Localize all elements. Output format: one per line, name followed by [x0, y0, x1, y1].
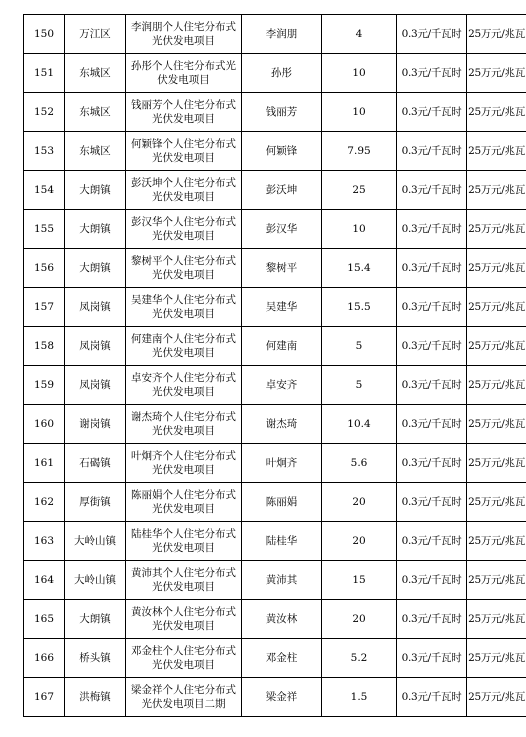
owner-cell: 梁金祥 [242, 678, 322, 717]
subsidy-cell: 25万元/兆瓦 [467, 210, 526, 249]
capacity-cell: 5 [322, 366, 397, 405]
price-cell: 0.3元/千瓦时 [397, 678, 467, 717]
owner-cell: 彭汉华 [242, 210, 322, 249]
table-row [24, 639, 526, 678]
capacity-cell: 10 [322, 93, 397, 132]
owner-cell: 李润朋 [242, 15, 322, 54]
row-number: 163 [24, 522, 65, 561]
owner-cell: 邓金柱 [242, 639, 322, 678]
price-cell: 0.3元/千瓦时 [397, 483, 467, 522]
table-row [24, 678, 526, 717]
capacity-cell: 20 [322, 483, 397, 522]
capacity-cell: 20 [322, 522, 397, 561]
row-number: 167 [24, 678, 65, 717]
table-row [24, 15, 526, 54]
owner-cell: 陆桂华 [242, 522, 322, 561]
subsidy-cell: 25万元/兆瓦 [467, 288, 526, 327]
row-number: 156 [24, 249, 65, 288]
project-name-cell: 何建南个人住宅分布式光伏发电项目 [126, 327, 242, 366]
row-number: 161 [24, 444, 65, 483]
subsidy-cell: 25万元/兆瓦 [467, 93, 526, 132]
table-row [24, 288, 526, 327]
price-cell: 0.3元/千瓦时 [397, 171, 467, 210]
project-name-cell: 钱丽芳个人住宅分布式光伏发电项目 [126, 93, 242, 132]
project-name-cell: 邓金柱个人住宅分布式光伏发电项目 [126, 639, 242, 678]
town-cell: 大朗镇 [65, 210, 126, 249]
table-row [24, 444, 526, 483]
town-cell: 东城区 [65, 132, 126, 171]
project-name-cell: 彭沃坤个人住宅分布式光伏发电项目 [126, 171, 242, 210]
table-row [24, 132, 526, 171]
row-number: 155 [24, 210, 65, 249]
capacity-cell: 10 [322, 54, 397, 93]
price-cell: 0.3元/千瓦时 [397, 210, 467, 249]
capacity-cell: 10.4 [322, 405, 397, 444]
subsidy-cell: 25万元/兆瓦 [467, 405, 526, 444]
subsidy-cell: 25万元/兆瓦 [467, 327, 526, 366]
town-cell: 大朗镇 [65, 600, 126, 639]
owner-cell: 何建南 [242, 327, 322, 366]
capacity-cell: 10 [322, 210, 397, 249]
capacity-cell: 5.6 [322, 444, 397, 483]
owner-cell: 陈丽娟 [242, 483, 322, 522]
project-name-cell: 陆桂华个人住宅分布式光伏发电项目 [126, 522, 242, 561]
project-name-cell: 黄沛其个人住宅分布式光伏发电项目 [126, 561, 242, 600]
price-cell: 0.3元/千瓦时 [397, 639, 467, 678]
price-cell: 0.3元/千瓦时 [397, 366, 467, 405]
subsidy-cell: 25万元/兆瓦 [467, 171, 526, 210]
town-cell: 万江区 [65, 15, 126, 54]
price-cell: 0.3元/千瓦时 [397, 327, 467, 366]
owner-cell: 彭沃坤 [242, 171, 322, 210]
row-number: 157 [24, 288, 65, 327]
price-cell: 0.3元/千瓦时 [397, 561, 467, 600]
project-name-cell: 黄汝林个人住宅分布式光伏发电项目 [126, 600, 242, 639]
capacity-cell: 15.5 [322, 288, 397, 327]
row-number: 153 [24, 132, 65, 171]
town-cell: 大岭山镇 [65, 522, 126, 561]
town-cell: 东城区 [65, 54, 126, 93]
capacity-cell: 5 [322, 327, 397, 366]
owner-cell: 黄沛其 [242, 561, 322, 600]
town-cell: 大朗镇 [65, 249, 126, 288]
owner-cell: 孙彤 [242, 54, 322, 93]
project-name-cell: 李润朋个人住宅分布式光伏发电项目 [126, 15, 242, 54]
subsidy-cell: 25万元/兆瓦 [467, 444, 526, 483]
project-name-cell: 卓安齐个人住宅分布式光伏发电项目 [126, 366, 242, 405]
row-number: 164 [24, 561, 65, 600]
row-number: 159 [24, 366, 65, 405]
town-cell: 东城区 [65, 93, 126, 132]
table-row [24, 249, 526, 288]
capacity-cell: 15 [322, 561, 397, 600]
capacity-cell: 1.5 [322, 678, 397, 717]
row-number: 154 [24, 171, 65, 210]
project-name-cell: 叶炯齐个人住宅分布式光伏发电项目 [126, 444, 242, 483]
row-number: 162 [24, 483, 65, 522]
price-cell: 0.3元/千瓦时 [397, 405, 467, 444]
table-body [24, 15, 526, 717]
price-cell: 0.3元/千瓦时 [397, 249, 467, 288]
subsidy-cell: 25万元/兆瓦 [467, 366, 526, 405]
capacity-cell: 5.2 [322, 639, 397, 678]
subsidy-cell: 25万元/兆瓦 [467, 54, 526, 93]
owner-cell: 黄汝林 [242, 600, 322, 639]
subsidy-cell: 25万元/兆瓦 [467, 639, 526, 678]
town-cell: 凤岗镇 [65, 288, 126, 327]
project-name-cell: 梁金祥个人住宅分布式光伏发电项目二期 [126, 678, 242, 717]
row-number: 151 [24, 54, 65, 93]
price-cell: 0.3元/千瓦时 [397, 522, 467, 561]
capacity-cell: 25 [322, 171, 397, 210]
table-row [24, 522, 526, 561]
owner-cell: 卓安齐 [242, 366, 322, 405]
table-row [24, 483, 526, 522]
subsidy-cell: 25万元/兆瓦 [467, 678, 526, 717]
project-name-cell: 孙彤个人住宅分布式光伏发电项目 [126, 54, 242, 93]
table-row [24, 405, 526, 444]
town-cell: 洪梅镇 [65, 678, 126, 717]
price-cell: 0.3元/千瓦时 [397, 600, 467, 639]
subsidy-cell: 25万元/兆瓦 [467, 600, 526, 639]
owner-cell: 叶炯齐 [242, 444, 322, 483]
table-row [24, 54, 526, 93]
row-number: 158 [24, 327, 65, 366]
owner-cell: 黎树平 [242, 249, 322, 288]
project-name-cell: 谢杰琦个人住宅分布式光伏发电项目 [126, 405, 242, 444]
project-name-cell: 陈丽娟个人住宅分布式光伏发电项目 [126, 483, 242, 522]
project-name-cell: 何颖锋个人住宅分布式光伏发电项目 [126, 132, 242, 171]
subsidy-cell: 25万元/兆瓦 [467, 483, 526, 522]
table-row [24, 366, 526, 405]
capacity-cell: 20 [322, 600, 397, 639]
owner-cell: 吴建华 [242, 288, 322, 327]
town-cell: 桥头镇 [65, 639, 126, 678]
subsidy-cell: 25万元/兆瓦 [467, 249, 526, 288]
table-row [24, 210, 526, 249]
capacity-cell: 7.95 [322, 132, 397, 171]
subsidy-cell: 25万元/兆瓦 [467, 522, 526, 561]
row-number: 150 [24, 15, 65, 54]
town-cell: 石碣镇 [65, 444, 126, 483]
row-number: 160 [24, 405, 65, 444]
subsidy-cell: 25万元/兆瓦 [467, 561, 526, 600]
owner-cell: 何颖锋 [242, 132, 322, 171]
price-cell: 0.3元/千瓦时 [397, 444, 467, 483]
table-row [24, 171, 526, 210]
capacity-cell: 4 [322, 15, 397, 54]
town-cell: 凤岗镇 [65, 366, 126, 405]
subsidy-cell: 25万元/兆瓦 [467, 15, 526, 54]
table-row [24, 93, 526, 132]
price-cell: 0.3元/千瓦时 [397, 132, 467, 171]
project-name-cell: 彭汉华个人住宅分布式光伏发电项目 [126, 210, 242, 249]
town-cell: 凤岗镇 [65, 327, 126, 366]
project-table [23, 14, 526, 717]
row-number: 165 [24, 600, 65, 639]
price-cell: 0.3元/千瓦时 [397, 15, 467, 54]
project-name-cell: 吴建华个人住宅分布式光伏发电项目 [126, 288, 242, 327]
capacity-cell: 15.4 [322, 249, 397, 288]
price-cell: 0.3元/千瓦时 [397, 93, 467, 132]
town-cell: 大岭山镇 [65, 561, 126, 600]
table-row [24, 327, 526, 366]
row-number: 166 [24, 639, 65, 678]
price-cell: 0.3元/千瓦时 [397, 288, 467, 327]
owner-cell: 谢杰琦 [242, 405, 322, 444]
table-row [24, 561, 526, 600]
project-name-cell: 黎树平个人住宅分布式光伏发电项目 [126, 249, 242, 288]
table-row [24, 600, 526, 639]
town-cell: 厚街镇 [65, 483, 126, 522]
town-cell: 大朗镇 [65, 171, 126, 210]
owner-cell: 钱丽芳 [242, 93, 322, 132]
subsidy-cell: 25万元/兆瓦 [467, 132, 526, 171]
price-cell: 0.3元/千瓦时 [397, 54, 467, 93]
row-number: 152 [24, 93, 65, 132]
town-cell: 谢岗镇 [65, 405, 126, 444]
